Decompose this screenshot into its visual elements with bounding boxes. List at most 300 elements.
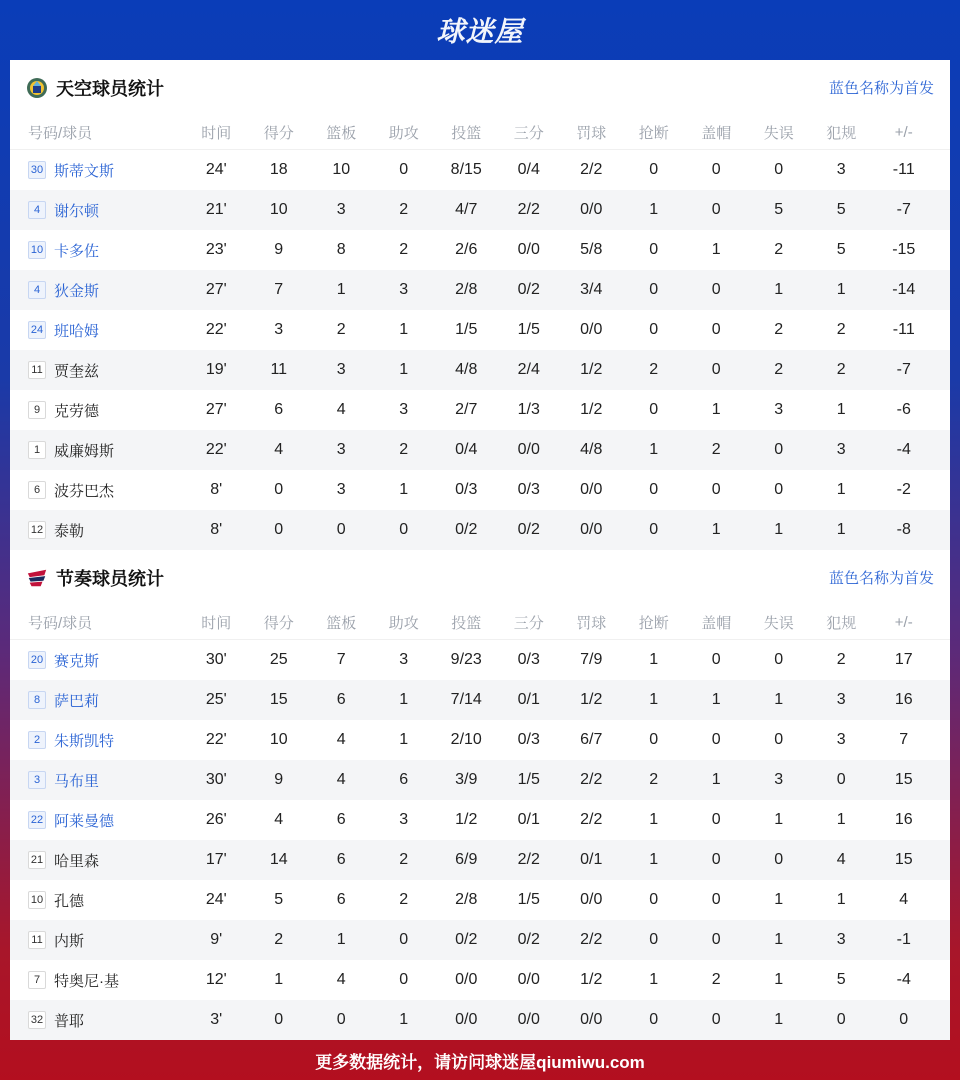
stat-cell: 1 <box>399 321 409 338</box>
starter-legend-note: 蓝色名称为首发 <box>828 80 934 97</box>
column-header: 失误 <box>763 124 794 142</box>
stat-cell: 8' <box>210 481 223 498</box>
jersey-number-badge: 1 <box>28 441 46 459</box>
stat-cell: 27' <box>205 281 227 298</box>
stat-cell: 1/3 <box>517 401 540 418</box>
player-row[interactable] <box>10 230 950 270</box>
stat-cell: 16 <box>894 811 913 828</box>
stat-cell: 2/8 <box>455 281 478 298</box>
player-row[interactable] <box>10 390 950 430</box>
stat-cell: 3 <box>836 161 846 178</box>
stat-cell: 0 <box>649 161 659 178</box>
stat-cell: 17' <box>205 851 227 868</box>
column-header: 失误 <box>763 614 794 632</box>
stat-cell: 7 <box>899 731 909 748</box>
section-header <box>10 550 950 605</box>
column-header: 篮板 <box>326 124 357 142</box>
stat-cell: 1 <box>649 811 659 828</box>
stat-cell: 0 <box>774 481 784 498</box>
stat-cell: 1/5 <box>517 891 540 908</box>
stat-cell: 4 <box>274 441 284 458</box>
stat-cell: 0 <box>836 1011 846 1028</box>
stat-cell: 2 <box>774 361 784 378</box>
stat-cell: 0/2 <box>517 931 540 948</box>
stat-cell: 3 <box>836 441 846 458</box>
starter-legend-note: 蓝色名称为首发 <box>828 570 934 587</box>
player-name-link[interactable]: 内斯 <box>54 932 85 950</box>
section-title-text: 节奏球员统计 <box>56 568 164 589</box>
player-cell <box>10 890 185 911</box>
stat-cell: 1 <box>774 971 784 988</box>
column-header: 助攻 <box>388 614 419 632</box>
stat-cell: 2 <box>711 971 721 988</box>
stat-cell: 0 <box>711 201 721 218</box>
stat-cell: 0/2 <box>455 521 478 538</box>
column-header: 得分 <box>263 124 294 142</box>
stat-cell: 0 <box>649 731 659 748</box>
player-cell <box>10 970 185 991</box>
stat-cell: 7 <box>274 281 284 298</box>
column-header: 助攻 <box>388 124 419 142</box>
player-cell <box>10 320 185 341</box>
stat-cell: 0 <box>711 851 721 868</box>
stat-cell: 1 <box>336 281 346 298</box>
stat-cell: 30' <box>205 651 227 668</box>
stat-cell: 3' <box>210 1011 223 1028</box>
player-name-link[interactable]: 哈里森 <box>54 852 100 870</box>
player-row[interactable] <box>10 350 950 390</box>
stat-cell: 15 <box>894 771 913 788</box>
stat-cell: 0/0 <box>580 321 603 338</box>
player-name-link[interactable]: 泰勒 <box>54 522 85 540</box>
stat-cell: 0 <box>711 1011 721 1028</box>
stat-cell: 17 <box>894 651 913 668</box>
player-cell <box>10 730 185 751</box>
stat-cell: -7 <box>896 201 911 218</box>
stat-cell: 3 <box>836 731 846 748</box>
stat-cell: -11 <box>892 161 915 178</box>
player-name-link[interactable]: 孔德 <box>54 892 85 910</box>
stat-cell: 4/8 <box>455 361 478 378</box>
player-cell <box>10 200 185 221</box>
stat-cell: 12' <box>205 971 227 988</box>
stat-cell: 7/14 <box>450 691 482 708</box>
player-cell <box>10 520 185 541</box>
stat-cell: 0 <box>274 481 284 498</box>
stat-cell: 0/0 <box>517 241 540 258</box>
stat-cell: 0 <box>649 481 659 498</box>
stat-cell: 3 <box>774 771 784 788</box>
stat-cell: 2 <box>836 651 846 668</box>
player-name-link[interactable]: 普耶 <box>54 1012 85 1030</box>
stat-cell: 7/9 <box>580 651 603 668</box>
stat-cell: 1 <box>649 201 659 218</box>
player-cell <box>10 690 185 711</box>
stat-cell: 18 <box>269 161 288 178</box>
player-name-link[interactable]: 萨巴莉 <box>54 692 100 710</box>
stat-cell: 0/0 <box>455 971 478 988</box>
player-name-link[interactable]: 克劳德 <box>54 402 100 420</box>
stat-cell: 27' <box>205 401 227 418</box>
stat-cell: 0 <box>649 321 659 338</box>
stat-cell: 0/2 <box>455 931 478 948</box>
stat-cell: 1 <box>774 931 784 948</box>
player-row[interactable] <box>10 960 950 1000</box>
stat-cell: 1 <box>774 1011 784 1028</box>
jersey-number-badge: 3 <box>28 771 46 789</box>
stat-cell: 0 <box>399 521 409 538</box>
stat-cell: 0 <box>336 1011 346 1028</box>
player-name-link[interactable]: 朱斯凯特 <box>54 732 115 750</box>
column-header: 抢断 <box>638 614 669 632</box>
player-row[interactable] <box>10 190 950 230</box>
stat-cell: -1 <box>896 931 911 948</box>
stat-cell: 8/15 <box>450 161 482 178</box>
stat-cell: 4 <box>336 731 346 748</box>
stat-cell: 0 <box>399 971 409 988</box>
jersey-number-badge: 6 <box>28 481 46 499</box>
section-title-text: 天空球员统计 <box>56 78 164 99</box>
stat-cell: 2 <box>836 361 846 378</box>
stat-cell: 4 <box>336 401 346 418</box>
stat-cell: 0 <box>649 241 659 258</box>
player-row[interactable] <box>10 310 950 350</box>
player-row[interactable] <box>10 510 950 550</box>
stat-cell: 21' <box>205 201 227 218</box>
player-row[interactable] <box>10 760 950 800</box>
stat-cell: 1 <box>836 401 846 418</box>
stat-cell: 1 <box>711 691 721 708</box>
player-cell <box>10 400 185 421</box>
stat-cell: 2 <box>711 441 721 458</box>
jersey-number-badge: 4 <box>28 201 46 219</box>
stat-cell: 0/2 <box>517 281 540 298</box>
player-cell <box>10 850 185 871</box>
stat-cell: 2 <box>774 241 784 258</box>
stat-cell: 4 <box>899 891 909 908</box>
player-cell <box>10 480 185 501</box>
stat-cell: 5/8 <box>580 241 603 258</box>
stat-cell: 15 <box>269 691 288 708</box>
stat-cell: 3 <box>336 361 346 378</box>
stat-cell: 3 <box>399 401 409 418</box>
stat-cell: 3 <box>336 481 346 498</box>
stat-cell: 1 <box>711 771 721 788</box>
player-row[interactable] <box>10 880 950 920</box>
stat-cell: 2/2 <box>580 771 603 788</box>
stat-cell: 22' <box>205 441 227 458</box>
column-header: 盖帽 <box>701 124 732 142</box>
stat-cell: 1 <box>649 651 659 668</box>
stat-cell: 6 <box>336 811 346 828</box>
stat-cell: 2 <box>649 771 659 788</box>
player-row[interactable] <box>10 150 950 190</box>
stat-cell: 2 <box>774 321 784 338</box>
stat-cell: 4/7 <box>455 201 478 218</box>
stat-cell: 1 <box>836 891 846 908</box>
stat-cell: 0 <box>711 811 721 828</box>
stat-cell: 0 <box>711 361 721 378</box>
stat-cell: 2 <box>336 321 346 338</box>
stat-cell: -2 <box>896 481 911 498</box>
stat-cell: 1 <box>399 731 409 748</box>
stat-cell: 24' <box>205 161 227 178</box>
player-row[interactable] <box>10 430 950 470</box>
sky-logo-icon <box>26 77 48 99</box>
stat-cell: 0 <box>336 521 346 538</box>
stat-cell: 7 <box>336 651 346 668</box>
column-header: 犯规 <box>826 124 857 142</box>
stat-cell: 2/2 <box>517 201 540 218</box>
stat-cell: 2/2 <box>580 811 603 828</box>
player-cell <box>10 360 185 381</box>
stat-cell: 1 <box>399 481 409 498</box>
column-header: 三分 <box>513 614 544 632</box>
stat-cell: 3 <box>836 691 846 708</box>
stat-cell: 25 <box>269 651 288 668</box>
stat-cell: 6/9 <box>455 851 478 868</box>
stat-cell: 3 <box>836 931 846 948</box>
player-name-link[interactable]: 阿莱曼德 <box>54 812 115 830</box>
stat-cell: 0/3 <box>455 481 478 498</box>
stat-cell: 1 <box>399 691 409 708</box>
player-cell <box>10 440 185 461</box>
column-header: 得分 <box>263 614 294 632</box>
jersey-number-badge: 4 <box>28 281 46 299</box>
stat-cell: 0 <box>711 161 721 178</box>
brand-logo: 球迷屋 <box>436 16 524 47</box>
stat-cell: -4 <box>896 971 911 988</box>
player-name-link[interactable]: 谢尔顿 <box>54 202 100 220</box>
stat-cell: 1 <box>649 441 659 458</box>
stat-cell: 0 <box>711 891 721 908</box>
stat-cell: 6 <box>274 401 284 418</box>
stat-cell: -4 <box>896 441 911 458</box>
player-name-link[interactable]: 威廉姆斯 <box>54 442 115 460</box>
stat-cell: 1 <box>399 361 409 378</box>
stat-cell: 3 <box>399 811 409 828</box>
jersey-number-badge: 2 <box>28 731 46 749</box>
stat-cell: 0 <box>711 481 721 498</box>
stat-cell: 5 <box>774 201 784 218</box>
stat-cell: 4 <box>274 811 284 828</box>
stat-cell: 14 <box>269 851 288 868</box>
stat-cell: 1/5 <box>455 321 478 338</box>
stat-cell: 0 <box>711 931 721 948</box>
player-row[interactable] <box>10 640 950 680</box>
column-header: 时间 <box>201 124 232 142</box>
stat-cell: -14 <box>892 281 916 298</box>
stat-cell: 2 <box>399 851 409 868</box>
stat-cell: 3 <box>774 401 784 418</box>
stat-cell: 0 <box>649 931 659 948</box>
stat-cell: 1/2 <box>580 361 603 378</box>
stat-cell: 1/2 <box>580 971 603 988</box>
jersey-number-badge: 11 <box>28 931 46 949</box>
stat-cell: 0/1 <box>517 811 540 828</box>
stat-cell: 1 <box>711 401 721 418</box>
stat-cell: 23' <box>205 241 227 258</box>
stat-cell: 0 <box>649 281 659 298</box>
stat-cell: 0/0 <box>517 1011 540 1028</box>
stat-cell: 1/5 <box>517 321 540 338</box>
player-row[interactable] <box>10 720 950 760</box>
player-row[interactable] <box>10 680 950 720</box>
stat-cell: 0 <box>649 1011 659 1028</box>
column-header: 投篮 <box>451 124 482 142</box>
stat-cell: 0 <box>774 851 784 868</box>
stat-cell: 1 <box>836 811 846 828</box>
stat-cell: 0 <box>649 521 659 538</box>
stat-cell: 0/4 <box>517 161 540 178</box>
stat-cell: 1/2 <box>455 811 478 828</box>
player-cell <box>10 810 185 831</box>
jersey-number-badge: 32 <box>28 1011 46 1029</box>
column-header: 罚球 <box>576 124 607 142</box>
column-header: +/- <box>894 123 913 141</box>
stat-cell: 3 <box>336 441 346 458</box>
table-header-row <box>10 605 950 640</box>
jersey-number-badge: 30 <box>28 161 46 179</box>
column-header: 罚球 <box>576 614 607 632</box>
stat-cell: 1 <box>399 1011 409 1028</box>
stat-cell: 6/7 <box>580 731 603 748</box>
column-header: 三分 <box>513 124 544 142</box>
column-header: 投篮 <box>451 614 482 632</box>
stat-cell: 3 <box>399 281 409 298</box>
player-row[interactable] <box>10 270 950 310</box>
column-header: 时间 <box>201 614 232 632</box>
stat-cell: 1/2 <box>580 401 603 418</box>
player-name-link[interactable]: 卡多佐 <box>54 242 100 260</box>
stat-cell: 6 <box>336 851 346 868</box>
player-cell <box>10 280 185 301</box>
stat-cell: 11 <box>270 361 288 378</box>
team-section <box>10 60 950 550</box>
stat-cell: 1 <box>274 971 284 988</box>
stat-cell: 0/0 <box>517 971 540 988</box>
stat-cell: 3/9 <box>455 771 478 788</box>
player-name-link[interactable]: 马布里 <box>54 772 100 790</box>
stat-cell: 1 <box>774 811 784 828</box>
player-cell <box>10 240 185 261</box>
stat-cell: 16 <box>894 691 913 708</box>
brand-header <box>0 0 960 60</box>
stat-cell: 1 <box>774 521 784 538</box>
stat-cell: 0/0 <box>580 891 603 908</box>
stat-cell: 0/3 <box>517 731 540 748</box>
stat-cell: 2/7 <box>455 401 478 418</box>
stat-cell: 9 <box>274 771 284 788</box>
stat-cell: 24' <box>205 891 227 908</box>
stat-cell: 0/4 <box>455 441 478 458</box>
section-title <box>26 565 164 591</box>
stat-cell: 9 <box>274 241 284 258</box>
player-name-link[interactable]: 特奥尼·基 <box>54 972 119 990</box>
player-name-link[interactable]: 赛克斯 <box>54 652 100 670</box>
column-header: 号码/球员 <box>28 124 93 142</box>
column-header: 抢断 <box>638 124 669 142</box>
stat-cell: 5 <box>836 201 846 218</box>
stat-cell: 1 <box>774 281 784 298</box>
stat-cell: 2 <box>274 931 284 948</box>
stat-cell: 4 <box>836 851 846 868</box>
player-row[interactable] <box>10 920 950 960</box>
player-name-link[interactable]: 班哈姆 <box>54 322 100 340</box>
stat-cell: 5 <box>836 971 846 988</box>
player-name-link[interactable]: 斯蒂文斯 <box>54 162 115 180</box>
jersey-number-badge: 22 <box>28 811 46 829</box>
stat-cell: 0/0 <box>580 1011 603 1028</box>
player-name-link[interactable]: 狄金斯 <box>54 282 100 300</box>
stat-cell: 8' <box>210 521 223 538</box>
stat-cell: 1/5 <box>517 771 540 788</box>
player-name-link[interactable]: 贾奎兹 <box>54 362 100 380</box>
stat-cell: 1 <box>836 481 846 498</box>
stat-cell: -8 <box>896 521 911 538</box>
stat-cell: 1 <box>649 971 659 988</box>
jersey-number-badge: 20 <box>28 651 46 669</box>
stat-cell: 2/4 <box>517 361 540 378</box>
stat-cell: 0 <box>399 931 409 948</box>
stat-cell: 0 <box>899 1011 909 1028</box>
stat-cell: 0/0 <box>580 521 603 538</box>
stat-cell: 0/1 <box>517 691 540 708</box>
stat-cell: 2/6 <box>455 241 478 258</box>
stat-cell: 6 <box>336 691 346 708</box>
stat-cell: 10 <box>269 201 288 218</box>
stat-cell: 1 <box>774 891 784 908</box>
stat-cell: 2/2 <box>517 851 540 868</box>
player-row[interactable] <box>10 1000 950 1040</box>
jersey-number-badge: 12 <box>28 521 46 539</box>
stat-cell: 1 <box>649 691 659 708</box>
stat-cell: 1 <box>774 691 784 708</box>
player-cell <box>10 930 185 951</box>
stat-cell: 2/10 <box>450 731 482 748</box>
jersey-number-badge: 7 <box>28 971 46 989</box>
stat-cell: 2 <box>836 321 846 338</box>
table-header-row <box>10 115 950 150</box>
stat-cell: 19' <box>205 361 227 378</box>
stat-cell: 0 <box>774 731 784 748</box>
column-header: 犯规 <box>826 614 857 632</box>
column-header: 盖帽 <box>701 614 732 632</box>
stat-cell: -15 <box>892 241 916 258</box>
player-cell <box>10 650 185 671</box>
stat-cell: 2 <box>399 241 409 258</box>
stat-cell: -7 <box>896 361 911 378</box>
stat-cell: 0 <box>649 891 659 908</box>
player-row[interactable] <box>10 800 950 840</box>
stat-cell: 0 <box>274 1011 284 1028</box>
section-header <box>10 60 950 115</box>
stat-cell: 9/23 <box>450 651 482 668</box>
stat-cell: 0 <box>274 521 284 538</box>
player-name-link[interactable]: 波芬巴杰 <box>54 482 115 500</box>
stat-cell: 25' <box>205 691 227 708</box>
fever-logo-icon <box>26 567 48 589</box>
stat-cell: 3 <box>274 321 284 338</box>
player-row[interactable] <box>10 470 950 510</box>
stat-cell: 2/2 <box>580 931 603 948</box>
stat-cell: 0 <box>774 441 784 458</box>
player-row[interactable] <box>10 840 950 880</box>
stat-cell: 3 <box>399 651 409 668</box>
stat-cell: -11 <box>892 321 915 338</box>
stat-cell: 0/0 <box>517 441 540 458</box>
stat-cell: 2/8 <box>455 891 478 908</box>
